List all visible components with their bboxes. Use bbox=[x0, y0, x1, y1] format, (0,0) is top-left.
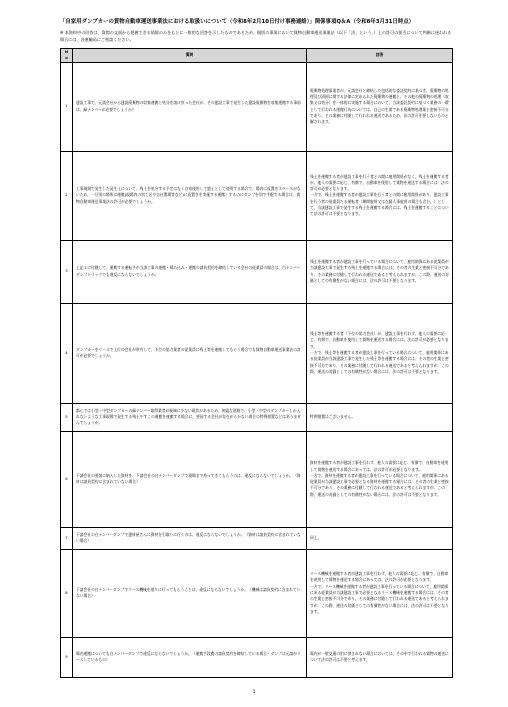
row-number: 8 bbox=[61, 549, 73, 637]
row-number: 4 bbox=[61, 303, 73, 403]
question-cell: 下請会社の要請に納入した資材を、下請会社の白ナンバーダンプで現場まで持ってきてもらうのは、違反にならないでしょうか。（資材は請負契約に含まれていない場合） bbox=[73, 431, 307, 527]
table-row bbox=[61, 527, 453, 549]
question-cell: 工事現場で発生した発生土について、残土を処分する予定はなく自家使用して盛土として使用する場合で、場内に仮置きスペースがないため、一旦別の場所に運搬(現場内の別工区や自社置場等など)に仮置きを実施する運搬）するのにダンプを別で手配する場合は、貨物自動車運送事業法の許可が必要でしょうか。 bbox=[73, 151, 307, 240]
question-cell: 下請会社の白ナンバーダンプで建材屋さんに資材を引取りに行くのは、違反にならないでしょうか。（資材は請負契約に含まれていない場合） bbox=[73, 527, 307, 549]
answer-cell: 同上。 bbox=[307, 527, 453, 549]
row-number: 6 bbox=[61, 431, 73, 527]
table-header-row bbox=[61, 49, 453, 63]
qa-table bbox=[60, 48, 453, 678]
page-title: 「自家用ダンプカーの貨物自動車運送事業法における取扱いについて（令和8年2月10日付け事務連絡）」関係事項Q＆A（令和8年3月31日時点） bbox=[60, 19, 415, 25]
answer-cell: 廃棄物処理事業者が、元請会社と締結した包括的な委託契約に基づき、廃棄物の処理及び清掃に関する法律に定められた廃棄物の運搬と、その他の廃棄物の処理（収集又は処分）を一体的に実施する場合において、当該委託契約に基づく業務の一環として行われる運搬行為については、自己の生業である廃棄物処理業と密接不可分であり、その業務に付随して行われる運送であるため、法の許可を要しないものと解されます。 bbox=[307, 62, 453, 151]
row-number: 7 bbox=[61, 527, 73, 549]
intro-note: ※ 本資料中の回答は、質問の文面から把握できる情報のみをもとに一般的な回答を示したものであるため、個別の事案において貨物自動車運送事業法（以下「法」という。）上の許可の要否について判断に迷われる場合には、各運輸局にご相談ください。 bbox=[60, 30, 452, 43]
table-row bbox=[61, 303, 453, 403]
row-number: 2 bbox=[61, 151, 73, 240]
table-row bbox=[61, 637, 453, 677]
question-cell: 都心では小型・中型ダンプカーの緑ナンバー取得業者が極端に少ない現状があるため、狭隘な道路で、小型・中型のダンプカーしか入れないような工事現場で発生する残土やすこの運搬を運搬する場合に、要因する会社が存在がらかない場合の特例措置などはありませんでしょうか。 bbox=[73, 403, 307, 431]
table-row bbox=[61, 549, 453, 637]
answer-cell: 特例措置はございません。 bbox=[307, 403, 453, 431]
page-number: 1 bbox=[252, 690, 256, 695]
table-row bbox=[61, 240, 453, 303]
header-question: 質問 bbox=[73, 49, 307, 63]
header-no: No bbox=[61, 49, 73, 63]
question-cell: ダンプカーをリースで上位の会社が所有して、下位の協力業者の従業員に残土等を運搬してもらう場合でも貨物自動車運送事業法の許可が必要でしょうか。 bbox=[73, 303, 307, 403]
answer-cell: 残土を運搬する者が建設工事を行っている場合について、雇用関係にある従業員が当該建設工事で発生する残土を運搬する場合には、その者の生業と密接不可分であり、その業務に付随して行われる運送であると考えられますが、この際、運送の対価としての有償性がない場合には、法の許可は不要となります。 bbox=[307, 240, 453, 303]
row-number: 1 bbox=[61, 62, 73, 151]
question-cell: 建設工事で、元請会社から建設廃棄物の収集運搬と処分を請け負った会社が、その建設工事で発生した建設廃棄物を収集運搬する事前は、緑ナンバーが必要でしょうか？ bbox=[73, 62, 307, 151]
answer-cell: 資材を運搬する者が建設工事を行わず、他人の需要に応じ、有償で、自動車を使用して貨物を運送する場合にあっては、法の許可が必要となります。 一方で、資材を運搬する者が建設工事を行っている場合について、雇用関係にある従業員が当該建設工事で必要となる資材を運搬する場合には、その者の生業と密接不可分であり、その業務に付随して行われる運送であると考えられますが、この際、運送の対価としての有償性がない場合には、法の許可は不要となります。 bbox=[307, 431, 453, 527]
row-number: 3 bbox=[61, 240, 73, 303]
question-cell: 場内運搬についても白ナンバーダンプで違反にならないでしょうか。（運搬手段費の請負契約を締結している場合・ダンプは元請がリースしているもの） bbox=[73, 637, 307, 677]
table-row bbox=[61, 62, 453, 151]
header-answer: 回答 bbox=[307, 49, 453, 63]
table-row bbox=[61, 151, 453, 240]
answer-cell: 場内が一般交通の用に供されない場合においては、その中で行われる貨物の運送について法の許可は不要と考えます。 bbox=[307, 637, 453, 677]
question-cell: 下請会社の白ナンバーダンプでリース機械を借りに行ってもらうことは、違反にならないでしょうか。（機械は請負契約に含まれていない場合） bbox=[73, 549, 307, 637]
table-row bbox=[61, 403, 453, 431]
question-cell: 上記２に付随して、運搬する運転手が当該工事の運搬・積み込み・運搬の請負契約を締結している会社の従業員の場合は、白ナンバーダンプトラックでも違反にならないでしょうか。 bbox=[73, 240, 307, 303]
row-number: 9 bbox=[61, 637, 73, 677]
answer-cell: 残土等を運搬する者（下位の協力会社）が、建設工事を行わず、他人の需要に応じ、有償で、自動車を使用して貨物を運送する場合には、法の許可が必要となります。 一方で、残土等を運搬する者が建設工事を行っている場合について、雇用関係にある従業員が当該建設工事で発生した残土等を運搬する場合には、その者の生業と密接不可分であり、その業務に付随して行われる運送であると考えられますが、この際、運送の対価としての有償性がない場合には、法の許可は不要となります。 bbox=[307, 303, 453, 403]
answer-cell: リース機械を運搬する者が建設工事を行わず、他人の需要に応じ、有償で、自動車を使用して貨物を運送する場合にあっては、法の許可が必要となります。 一方で、リース機械を運搬する者が建設工事を行っている場合について、雇用関係にある従業員が当該建設工事で必要となるリース機械を運搬する場合には、その者の生業と密接不可分であり、その業務に付随して行われる運送であると考えられますが、この際、運送の対価としての有償性がない場合には、法の許可は不要となります。 bbox=[307, 549, 453, 637]
answer-cell: 残土を運搬する者が建設工事を行う者との間に雇用関係がなく、残土を運搬する者が、他人の需要に応じ、有償で、自動車を使用して貨物を運送する場合には、法の許可が必要となります。 一方で、残土を運搬する者が建設工事を行う者との間に雇用関係があり、建設工事を行う者の従業員たる運転者（期間雇用又は在籍人事雇用の場合も含む。）として、当該建設工事で発生する残土を運搬する場合には、残土を運搬することについて法の許可は不要となります。 bbox=[307, 151, 453, 240]
row-number: 5 bbox=[61, 403, 73, 431]
table-row bbox=[61, 431, 453, 527]
